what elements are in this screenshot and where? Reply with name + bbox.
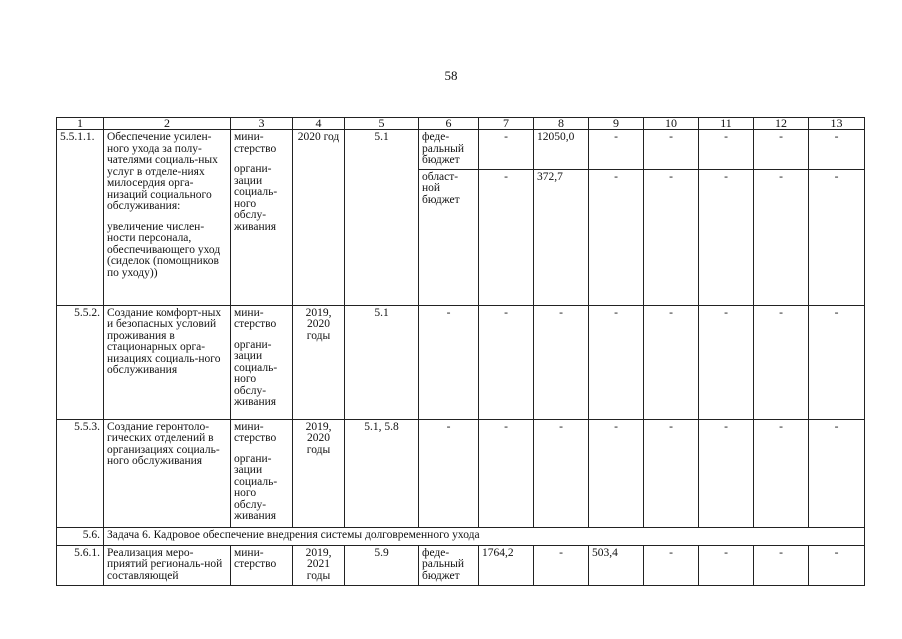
period: 2019, 2021 годы	[293, 545, 345, 585]
executor-organizations: органи-зации социаль-ного обслу-живания	[234, 338, 278, 408]
indicator-ref: 5.1	[345, 305, 419, 419]
indicator-ref: 5.9	[345, 545, 419, 585]
measure-name: Создание комфорт-ных и безопасных условий проживания в стационарных орга-низациях социаль-ного обслуживания	[104, 305, 231, 419]
header-cell: 6	[419, 118, 479, 130]
header-cell: 12	[754, 118, 809, 130]
table-row	[57, 545, 865, 585]
value-cell: -	[754, 130, 809, 170]
value-cell: -	[479, 169, 534, 305]
value-cell: -	[534, 545, 589, 585]
header-cell: 5	[345, 118, 419, 130]
value-cell: -	[419, 305, 479, 419]
value-cell: 1764,2	[479, 545, 534, 585]
executor	[231, 419, 293, 527]
value-cell: -	[754, 419, 809, 527]
funding-source: област-ной бюджет	[419, 169, 479, 305]
executor-ministry: мини-стерство	[234, 131, 277, 155]
value-cell: -	[589, 169, 644, 305]
value-cell: -	[589, 419, 644, 527]
funding-source: феде-ральный бюджет	[419, 130, 479, 170]
value-cell: 372,7	[534, 169, 589, 305]
value-cell: -	[479, 305, 534, 419]
executor	[231, 305, 293, 419]
row-number: 5.5.2.	[57, 305, 104, 419]
header-cell: 10	[644, 118, 699, 130]
header-cell: 1	[57, 118, 104, 130]
executor-ministry: мини-стерство	[234, 306, 277, 330]
row-number: 5.5.1.1.	[57, 130, 104, 306]
row-number: 5.6.1.	[57, 545, 104, 585]
value-cell: -	[699, 305, 754, 419]
executor-ministry: мини-стерство	[234, 546, 277, 570]
indicator-ref: 5.1	[345, 130, 419, 306]
measure-name	[104, 130, 231, 306]
value-cell: -	[754, 169, 809, 305]
table-row	[57, 130, 865, 170]
value-cell: -	[809, 130, 865, 170]
value-cell: -	[479, 419, 534, 527]
value-cell: -	[699, 545, 754, 585]
period: 2019, 2020 годы	[293, 305, 345, 419]
period: 2019, 2020 годы	[293, 419, 345, 527]
value-cell: -	[644, 130, 699, 170]
header-cell: 13	[809, 118, 865, 130]
value-cell: 503,4	[589, 545, 644, 585]
task-title: Задача 6. Кадровое обеспечение внедрения системы долговременного ухода	[104, 527, 865, 545]
table-row	[57, 419, 865, 527]
value-cell: -	[419, 419, 479, 527]
executor	[231, 545, 293, 585]
value-cell: -	[479, 130, 534, 170]
executor	[231, 130, 293, 306]
value-cell: -	[809, 419, 865, 527]
header-cell: 9	[589, 118, 644, 130]
value-cell: -	[644, 169, 699, 305]
measure-name-part: увеличение числен-ности персонала, обеспечивающего уход (сиделок (помощников по уходу))	[107, 220, 221, 279]
value-cell: -	[699, 169, 754, 305]
header-cell: 3	[231, 118, 293, 130]
program-table	[56, 117, 865, 586]
measure-name: Создание геронтоло-гических отделений в организациях социаль-ного обслуживания	[104, 419, 231, 527]
value-cell: -	[644, 419, 699, 527]
value-cell: -	[699, 419, 754, 527]
measure-name-part: Обеспечение усилен-ного ухода за полу-чателями социаль-ных услуг в отделе-ниях милосердия орга-низаций социального обслуживания:	[107, 131, 218, 212]
page-number: 58	[444, 68, 458, 83]
value-cell: -	[589, 305, 644, 419]
value-cell: -	[534, 419, 589, 527]
value-cell: -	[699, 130, 754, 170]
funding-source: феде-ральный бюджет	[419, 545, 479, 585]
row-number: 5.6.	[57, 527, 104, 545]
period: 2020 год	[293, 130, 345, 306]
header-cell: 11	[699, 118, 754, 130]
header-row	[57, 118, 865, 130]
value-cell: 12050,0	[534, 130, 589, 170]
value-cell: -	[644, 545, 699, 585]
executor-ministry: мини-стерство	[234, 420, 277, 444]
indicator-ref: 5.1, 5.8	[345, 419, 419, 527]
measure-name: Реализация меро-приятий региональ-ной составляющей	[104, 545, 231, 585]
value-cell: -	[809, 305, 865, 419]
value-cell: -	[809, 169, 865, 305]
value-cell: -	[534, 305, 589, 419]
executor-organizations: органи-зации социаль-ного обслу-живания	[234, 163, 278, 233]
value-cell: -	[809, 545, 865, 585]
value-cell: -	[754, 305, 809, 419]
header-cell: 2	[104, 118, 231, 130]
row-number: 5.5.3.	[57, 419, 104, 527]
header-cell: 8	[534, 118, 589, 130]
value-cell: -	[589, 130, 644, 170]
value-cell: -	[644, 305, 699, 419]
executor-organizations: органи-зации социаль-ного обслу-живания	[234, 452, 278, 522]
table-row	[57, 527, 865, 545]
table-row	[57, 305, 865, 419]
header-cell: 7	[479, 118, 534, 130]
header-cell: 4	[293, 118, 345, 130]
value-cell: -	[754, 545, 809, 585]
